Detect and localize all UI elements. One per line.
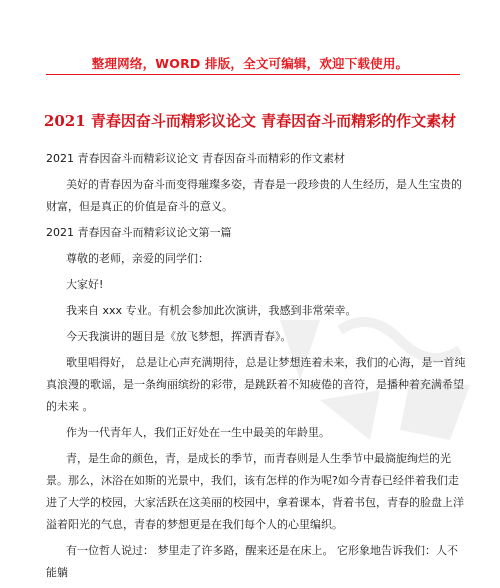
- paragraph: 我来自 xxx 专业。有机会参加此次演讲，我感到非常荣幸。: [66, 304, 357, 317]
- header-divider: [46, 74, 460, 75]
- paragraph: 有一位哲人说过： 梦里走了许多路，醒来还是在床上。 它形象地告诉我们：人不能躺: [46, 544, 458, 579]
- header-note: 整理网络，WORD 排版，全文可编辑，欢迎下载使用。: [91, 56, 409, 71]
- document-body: [46, 148, 466, 588]
- paragraph: 2021 青春因奋斗而精彩议论文第一篇: [46, 226, 232, 239]
- paragraph: 大家好!: [66, 278, 104, 291]
- paragraph: 今天我演讲的题目是《放飞梦想，挥洒青春》。: [66, 330, 292, 343]
- paragraph: 歌里唱得好， 总是让心声充满期待，总是让梦想连着未来，我们的心海，是一首纯真浪漫的歌谣，是一条绚丽缤纷的彩带，是跳跃着不知疲倦的音符，是播种着充满希望的未来 。: [46, 356, 466, 413]
- paragraph: 作为一代青年人，我们正好处在一生中最美的年龄里。: [66, 426, 330, 439]
- document-title: 2021 青春因奋斗而精彩议论文 青春因奋斗而精彩的作文素材: [43, 112, 457, 130]
- paragraph: 美好的青春因为奋斗而变得璀璨多姿，青春是一段珍贵的人生经历，是人生宝贵的财富，但是真正的价值是奋斗的意义。: [46, 178, 462, 213]
- paragraph: 青，是生命的颜色，青，是成长的季节，而青春则是人生季节中最旖旎绚烂的光景。那么，沐浴在如斯的光景中，我们，该有怎样的作为呢?如今青春已经伴着我们走进了大学的校园，大家活跃在这美丽的校园中，拿着课本，背着书包，青春的脸盘上洋溢着阳光的气息，青春的梦想更是在我们每个人的心里编织。: [46, 452, 464, 531]
- paragraph: 尊敬的老师，亲爱的同学们：: [66, 252, 209, 265]
- paragraph: 2021 青春因奋斗而精彩议论文 青春因奋斗而精彩的作文素材: [46, 152, 345, 165]
